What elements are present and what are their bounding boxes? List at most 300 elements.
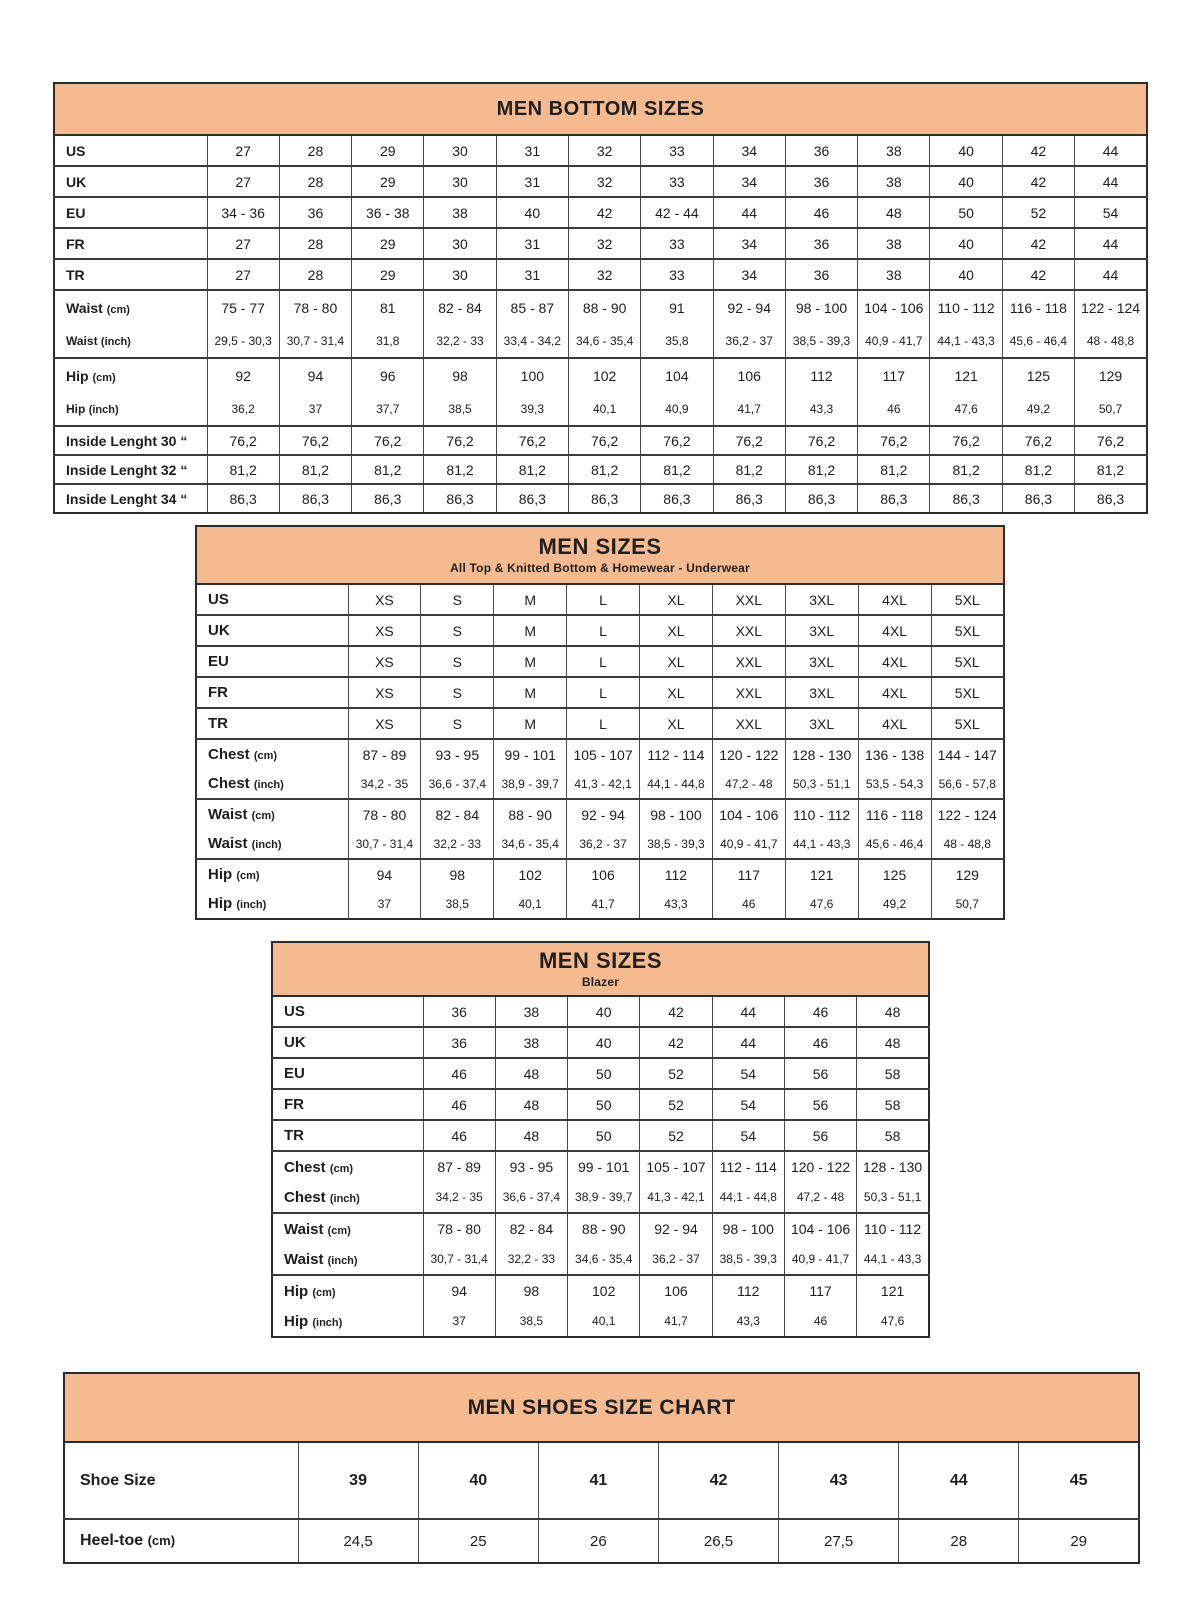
cell: 26,5 (658, 1519, 778, 1563)
cell: 40 (930, 166, 1002, 197)
cell: 32 (568, 135, 640, 166)
cell: 47,6 (785, 889, 858, 919)
cell: 48 (495, 1120, 567, 1151)
cell: 42 (658, 1442, 778, 1519)
cell: 38 (858, 228, 930, 259)
row-unit: (inch) (253, 779, 284, 791)
cell: XL (640, 708, 713, 739)
cell: 112 - 114 (640, 739, 713, 769)
cell: 31,8 (352, 324, 424, 358)
cell: 50,7 (1075, 392, 1147, 426)
size-table-grid (195, 525, 1005, 920)
cell: 86,3 (785, 484, 857, 513)
cell: 94 (423, 1275, 495, 1306)
cell: 125 (858, 859, 931, 889)
cell: 32 (568, 228, 640, 259)
cell: XXL (712, 677, 785, 708)
cell: 86,3 (858, 484, 930, 513)
cell: 121 (857, 1275, 929, 1306)
row-label: Chest (cm) (196, 739, 348, 769)
row-label: Waist (cm) (54, 290, 207, 324)
cell: L (567, 584, 640, 615)
cell: 40 (418, 1442, 538, 1519)
cell: 76,2 (785, 426, 857, 455)
cell: L (567, 646, 640, 677)
table-title: MEN BOTTOM SIZES (496, 98, 705, 120)
row-label: Hip (cm) (54, 358, 207, 392)
row-label: EU (196, 646, 348, 677)
cell: 58 (857, 1058, 929, 1089)
cell: 30 (424, 259, 496, 290)
cell: 92 - 94 (713, 290, 785, 324)
cell: 122 - 124 (1075, 290, 1147, 324)
cell: 38,5 - 39,3 (712, 1244, 784, 1275)
cell: 104 (641, 358, 713, 392)
cell: 36,2 - 37 (567, 829, 640, 859)
cell: 54 (712, 1120, 784, 1151)
cell: 88 - 90 (568, 1213, 640, 1244)
cell: 58 (857, 1120, 929, 1151)
row-label: Hip (inch) (66, 401, 119, 416)
cell: 34,2 - 35 (348, 769, 421, 799)
cell: 85 - 87 (496, 290, 568, 324)
cell: 46 (423, 1120, 495, 1151)
cell: 86,3 (424, 484, 496, 513)
cell: 50,7 (931, 889, 1004, 919)
row-label: Chest (inch) (208, 775, 284, 792)
row-unit: (cm) (253, 750, 278, 762)
cell: XL (640, 646, 713, 677)
cell: 34,6 - 35,4 (568, 324, 640, 358)
cell: 35,8 (641, 324, 713, 358)
cell: 120 - 122 (712, 739, 785, 769)
cell: 129 (1075, 358, 1147, 392)
cell: 34 (713, 259, 785, 290)
cell: L (567, 677, 640, 708)
cell: 128 - 130 (785, 739, 858, 769)
cell: 81,2 (1002, 455, 1074, 484)
cell: 3XL (785, 646, 858, 677)
cell: 86,3 (930, 484, 1002, 513)
cell: 93 - 95 (495, 1151, 567, 1182)
cell: 40 (568, 996, 640, 1027)
cell: 5XL (931, 584, 1004, 615)
row-label: Heel-toe (cm) (64, 1519, 298, 1563)
table-men-bottom-sizes (53, 82, 1148, 507)
cell: 82 - 84 (424, 290, 496, 324)
cell: 27 (207, 259, 279, 290)
cell: 76,2 (568, 426, 640, 455)
row-label: TR (196, 708, 348, 739)
cell: 106 (713, 358, 785, 392)
cell: 26 (538, 1519, 658, 1563)
table-title: MEN SIZES (538, 947, 663, 973)
cell: 48 (858, 197, 930, 228)
cell: 102 (494, 859, 567, 889)
cell: 76,2 (713, 426, 785, 455)
cell: 29 (352, 166, 424, 197)
cell: 34 - 36 (207, 197, 279, 228)
cell: 81,2 (785, 455, 857, 484)
cell: 49,2 (1002, 392, 1074, 426)
cell: 98 (424, 358, 496, 392)
cell: 86,3 (1002, 484, 1074, 513)
cell: 27 (207, 135, 279, 166)
cell: 112 (712, 1275, 784, 1306)
cell: 40 (930, 228, 1002, 259)
cell: 30 (424, 228, 496, 259)
cell: 41,3 - 42,1 (640, 1182, 712, 1213)
cell: 82 - 84 (495, 1213, 567, 1244)
cell: 99 - 101 (568, 1151, 640, 1182)
row-label: FR (196, 677, 348, 708)
cell: 76,2 (930, 426, 1002, 455)
table-men-sizes-tops (195, 525, 1005, 912)
cell: 81,2 (568, 455, 640, 484)
cell: 76,2 (641, 426, 713, 455)
cell: 78 - 80 (348, 799, 421, 829)
cell: 29 (352, 135, 424, 166)
cell: 36 (785, 135, 857, 166)
cell: 38,9 - 39,7 (494, 769, 567, 799)
cell: M (494, 677, 567, 708)
row-label: Shoe Size (64, 1442, 298, 1519)
table-title: MEN SHOES SIZE CHART (467, 1395, 736, 1419)
cell: 81,2 (1075, 455, 1147, 484)
cell: 28 (899, 1519, 1019, 1563)
cell: 48 - 48,8 (931, 829, 1004, 859)
cell: 38,5 (424, 392, 496, 426)
cell: 33 (641, 259, 713, 290)
cell: 3XL (785, 584, 858, 615)
row-label: Waist (cm) (196, 799, 348, 829)
size-table-grid (53, 82, 1148, 514)
cell: 81,2 (713, 455, 785, 484)
cell: 44 (713, 197, 785, 228)
size-table-grid (63, 1372, 1140, 1564)
cell: 47,2 - 48 (712, 769, 785, 799)
cell: 40 (496, 197, 568, 228)
cell: 122 - 124 (931, 799, 1004, 829)
cell: 34 (713, 228, 785, 259)
row-unit: (cm) (327, 1224, 351, 1237)
cell: 104 - 106 (858, 290, 930, 324)
cell: 86,3 (496, 484, 568, 513)
cell: 3XL (785, 708, 858, 739)
cell: 37 (423, 1306, 495, 1337)
cell: 44 (712, 1027, 784, 1058)
cell: 110 - 112 (930, 290, 1002, 324)
table-header (64, 1373, 1139, 1442)
row-label: EU (272, 1058, 423, 1089)
cell: 36 (423, 996, 495, 1027)
cell: 86,3 (641, 484, 713, 513)
cell: 48 (857, 996, 929, 1027)
cell: 40 (568, 1027, 640, 1058)
cell: 36 (785, 259, 857, 290)
row-unit: (inch) (251, 839, 282, 851)
row-label: TR (54, 259, 207, 290)
cell: 117 (784, 1275, 856, 1306)
table-header (54, 83, 1147, 135)
cell: 128 - 130 (857, 1151, 929, 1182)
cell: 5XL (931, 646, 1004, 677)
row-label: Inside Lenght 34 “ (54, 484, 207, 513)
cell: 106 (640, 1275, 712, 1306)
cell: 100 (496, 358, 568, 392)
cell: 88 - 90 (568, 290, 640, 324)
cell: 117 (858, 358, 930, 392)
row-label: FR (54, 228, 207, 259)
table-subtitle: Blazer (581, 975, 620, 990)
cell: 34,2 - 35 (423, 1182, 495, 1213)
cell: 30 (424, 135, 496, 166)
row-label: Hip (cm) (196, 859, 348, 889)
row-label: US (272, 996, 423, 1027)
cell: 38 (424, 197, 496, 228)
cell: 76,2 (858, 426, 930, 455)
cell: 87 - 89 (348, 739, 421, 769)
cell: 86,3 (713, 484, 785, 513)
cell: 104 - 106 (712, 799, 785, 829)
cell: 92 - 94 (567, 799, 640, 829)
cell: 88 - 90 (494, 799, 567, 829)
cell: L (567, 708, 640, 739)
cell: 44,1 - 43,3 (785, 829, 858, 859)
cell: 40,1 (568, 392, 640, 426)
cell: XS (348, 708, 421, 739)
cell: 40,1 (494, 889, 567, 919)
cell: 48 (857, 1027, 929, 1058)
row-unit: (inch) (236, 899, 267, 911)
cell: 46 (423, 1089, 495, 1120)
row-unit: (cm) (329, 1162, 354, 1175)
cell: 36,2 (207, 392, 279, 426)
cell: 36 (785, 166, 857, 197)
cell: 44,1 - 43,3 (857, 1244, 929, 1275)
cell: 78 - 80 (423, 1213, 495, 1244)
cell: 86,3 (1075, 484, 1147, 513)
cell: 38 (858, 135, 930, 166)
table-title: MEN SIZES (538, 533, 662, 559)
cell: 5XL (931, 677, 1004, 708)
cell: 45,6 - 46,4 (858, 829, 931, 859)
cell: 41,7 (713, 392, 785, 426)
cell: 29 (352, 228, 424, 259)
cell: 44 (712, 996, 784, 1027)
cell: 92 (207, 358, 279, 392)
cell: M (494, 708, 567, 739)
cell: 40,9 - 41,7 (784, 1244, 856, 1275)
row-label: FR (272, 1089, 423, 1120)
row-label: Waist (inch) (66, 333, 131, 348)
cell: 34,6 - 35,4 (494, 829, 567, 859)
cell: 56 (784, 1089, 856, 1120)
cell: M (494, 584, 567, 615)
cell: 104 - 106 (784, 1213, 856, 1244)
cell: 42 (1002, 166, 1074, 197)
row-label: UK (54, 166, 207, 197)
cell: XXL (712, 615, 785, 646)
cell: 36 (279, 197, 351, 228)
cell: 31 (496, 259, 568, 290)
cell: 76,2 (279, 426, 351, 455)
cell: 40 (930, 259, 1002, 290)
cell: 38,5 - 39,3 (785, 324, 857, 358)
cell: 106 (567, 859, 640, 889)
cell: 34 (713, 135, 785, 166)
cell: 94 (279, 358, 351, 392)
cell: XS (348, 584, 421, 615)
cell: 116 - 118 (1002, 290, 1074, 324)
cell: S (421, 677, 494, 708)
row-unit: (cm) (147, 1533, 176, 1548)
cell: 50 (568, 1120, 640, 1151)
cell: 43,3 (640, 889, 713, 919)
cell: 102 (568, 358, 640, 392)
cell: XXL (712, 584, 785, 615)
cell: 47,6 (930, 392, 1002, 426)
cell: 121 (930, 358, 1002, 392)
cell: 42 (640, 1027, 712, 1058)
row-unit: (inch) (100, 335, 131, 348)
cell: 81,2 (424, 455, 496, 484)
row-label: Waist (inch) (208, 835, 282, 852)
cell: 81,2 (352, 455, 424, 484)
cell: 94 (348, 859, 421, 889)
cell: XS (348, 677, 421, 708)
cell: 42 (640, 996, 712, 1027)
cell: 28 (279, 259, 351, 290)
cell: 81,2 (930, 455, 1002, 484)
cell: 56,6 - 57,8 (931, 769, 1004, 799)
cell: 33 (641, 166, 713, 197)
cell: 75 - 77 (207, 290, 279, 324)
cell: 41,3 - 42,1 (567, 769, 640, 799)
cell: 52 (1002, 197, 1074, 228)
cell: XL (640, 584, 713, 615)
cell: 37 (348, 889, 421, 919)
cell: 50,3 - 51,1 (857, 1182, 929, 1213)
cell: XXL (712, 708, 785, 739)
cell: 44,1 - 44,8 (640, 769, 713, 799)
cell: 46 (712, 889, 785, 919)
cell: 43 (779, 1442, 899, 1519)
cell: 38 (495, 996, 567, 1027)
cell: 36,6 - 37,4 (495, 1182, 567, 1213)
cell: 50,3 - 51,1 (785, 769, 858, 799)
cell: 98 - 100 (712, 1213, 784, 1244)
cell: 39 (298, 1442, 418, 1519)
cell: 105 - 107 (567, 739, 640, 769)
row-label: Waist (inch) (284, 1250, 358, 1268)
cell: 43,3 (785, 392, 857, 426)
cell: L (567, 615, 640, 646)
cell: 44,1 - 43,3 (930, 324, 1002, 358)
row-label: Chest (cm) (272, 1151, 423, 1182)
cell: 34 (713, 166, 785, 197)
cell: XL (640, 615, 713, 646)
cell: 86,3 (352, 484, 424, 513)
cell: 42 (1002, 228, 1074, 259)
cell: 32,2 - 33 (424, 324, 496, 358)
row-label: EU (54, 197, 207, 228)
cell: 41,7 (640, 1306, 712, 1337)
cell: 144 - 147 (931, 739, 1004, 769)
cell: 81,2 (641, 455, 713, 484)
cell: 40,9 (641, 392, 713, 426)
cell: 43,3 (712, 1306, 784, 1337)
cell: 92 - 94 (640, 1213, 712, 1244)
row-unit: (inch) (327, 1254, 358, 1267)
cell: 81,2 (279, 455, 351, 484)
cell: 33,4 - 34,2 (496, 324, 568, 358)
cell: 47,2 - 48 (784, 1182, 856, 1213)
cell: 76,2 (496, 426, 568, 455)
cell: 42 (1002, 135, 1074, 166)
row-unit: (inch) (329, 1192, 360, 1205)
cell: 32,2 - 33 (421, 829, 494, 859)
cell: 48 (495, 1058, 567, 1089)
cell: 44 (1075, 228, 1147, 259)
cell: 76,2 (352, 426, 424, 455)
size-table-grid (271, 941, 930, 1338)
cell: 4XL (858, 584, 931, 615)
cell: 96 (352, 358, 424, 392)
cell: 110 - 112 (785, 799, 858, 829)
cell: 32 (568, 259, 640, 290)
cell: 125 (1002, 358, 1074, 392)
cell: 31 (496, 135, 568, 166)
row-label: TR (272, 1120, 423, 1151)
table-men-sizes-blazer (271, 941, 930, 1330)
cell: 49,2 (858, 889, 931, 919)
cell: 56 (784, 1120, 856, 1151)
cell: 50 (568, 1058, 640, 1089)
row-unit: (cm) (106, 303, 130, 316)
cell: 41 (538, 1442, 658, 1519)
cell: S (421, 708, 494, 739)
cell: 112 (785, 358, 857, 392)
cell: 40,9 - 41,7 (712, 829, 785, 859)
cell: 37 (279, 392, 351, 426)
cell: 30,7 - 31,4 (348, 829, 421, 859)
cell: 82 - 84 (421, 799, 494, 829)
cell: 25 (418, 1519, 538, 1563)
cell: 87 - 89 (423, 1151, 495, 1182)
row-label: US (54, 135, 207, 166)
cell: 86,3 (568, 484, 640, 513)
cell: 76,2 (424, 426, 496, 455)
cell: 31 (496, 228, 568, 259)
cell: 33 (641, 228, 713, 259)
cell: 34,6 - 35,4 (568, 1244, 640, 1275)
cell: 48 - 48,8 (1075, 324, 1147, 358)
cell: 38 (858, 259, 930, 290)
cell: 46 (784, 1306, 856, 1337)
table-header (196, 526, 1004, 584)
cell: 45 (1019, 1442, 1139, 1519)
cell: 98 (421, 859, 494, 889)
cell: 76,2 (1002, 426, 1074, 455)
row-unit: (inch) (312, 1316, 343, 1329)
cell: 76,2 (1075, 426, 1147, 455)
cell: 99 - 101 (494, 739, 567, 769)
cell: S (421, 646, 494, 677)
cell: 4XL (858, 615, 931, 646)
cell: 38,5 - 39,3 (640, 829, 713, 859)
cell: 30,7 - 31,4 (423, 1244, 495, 1275)
